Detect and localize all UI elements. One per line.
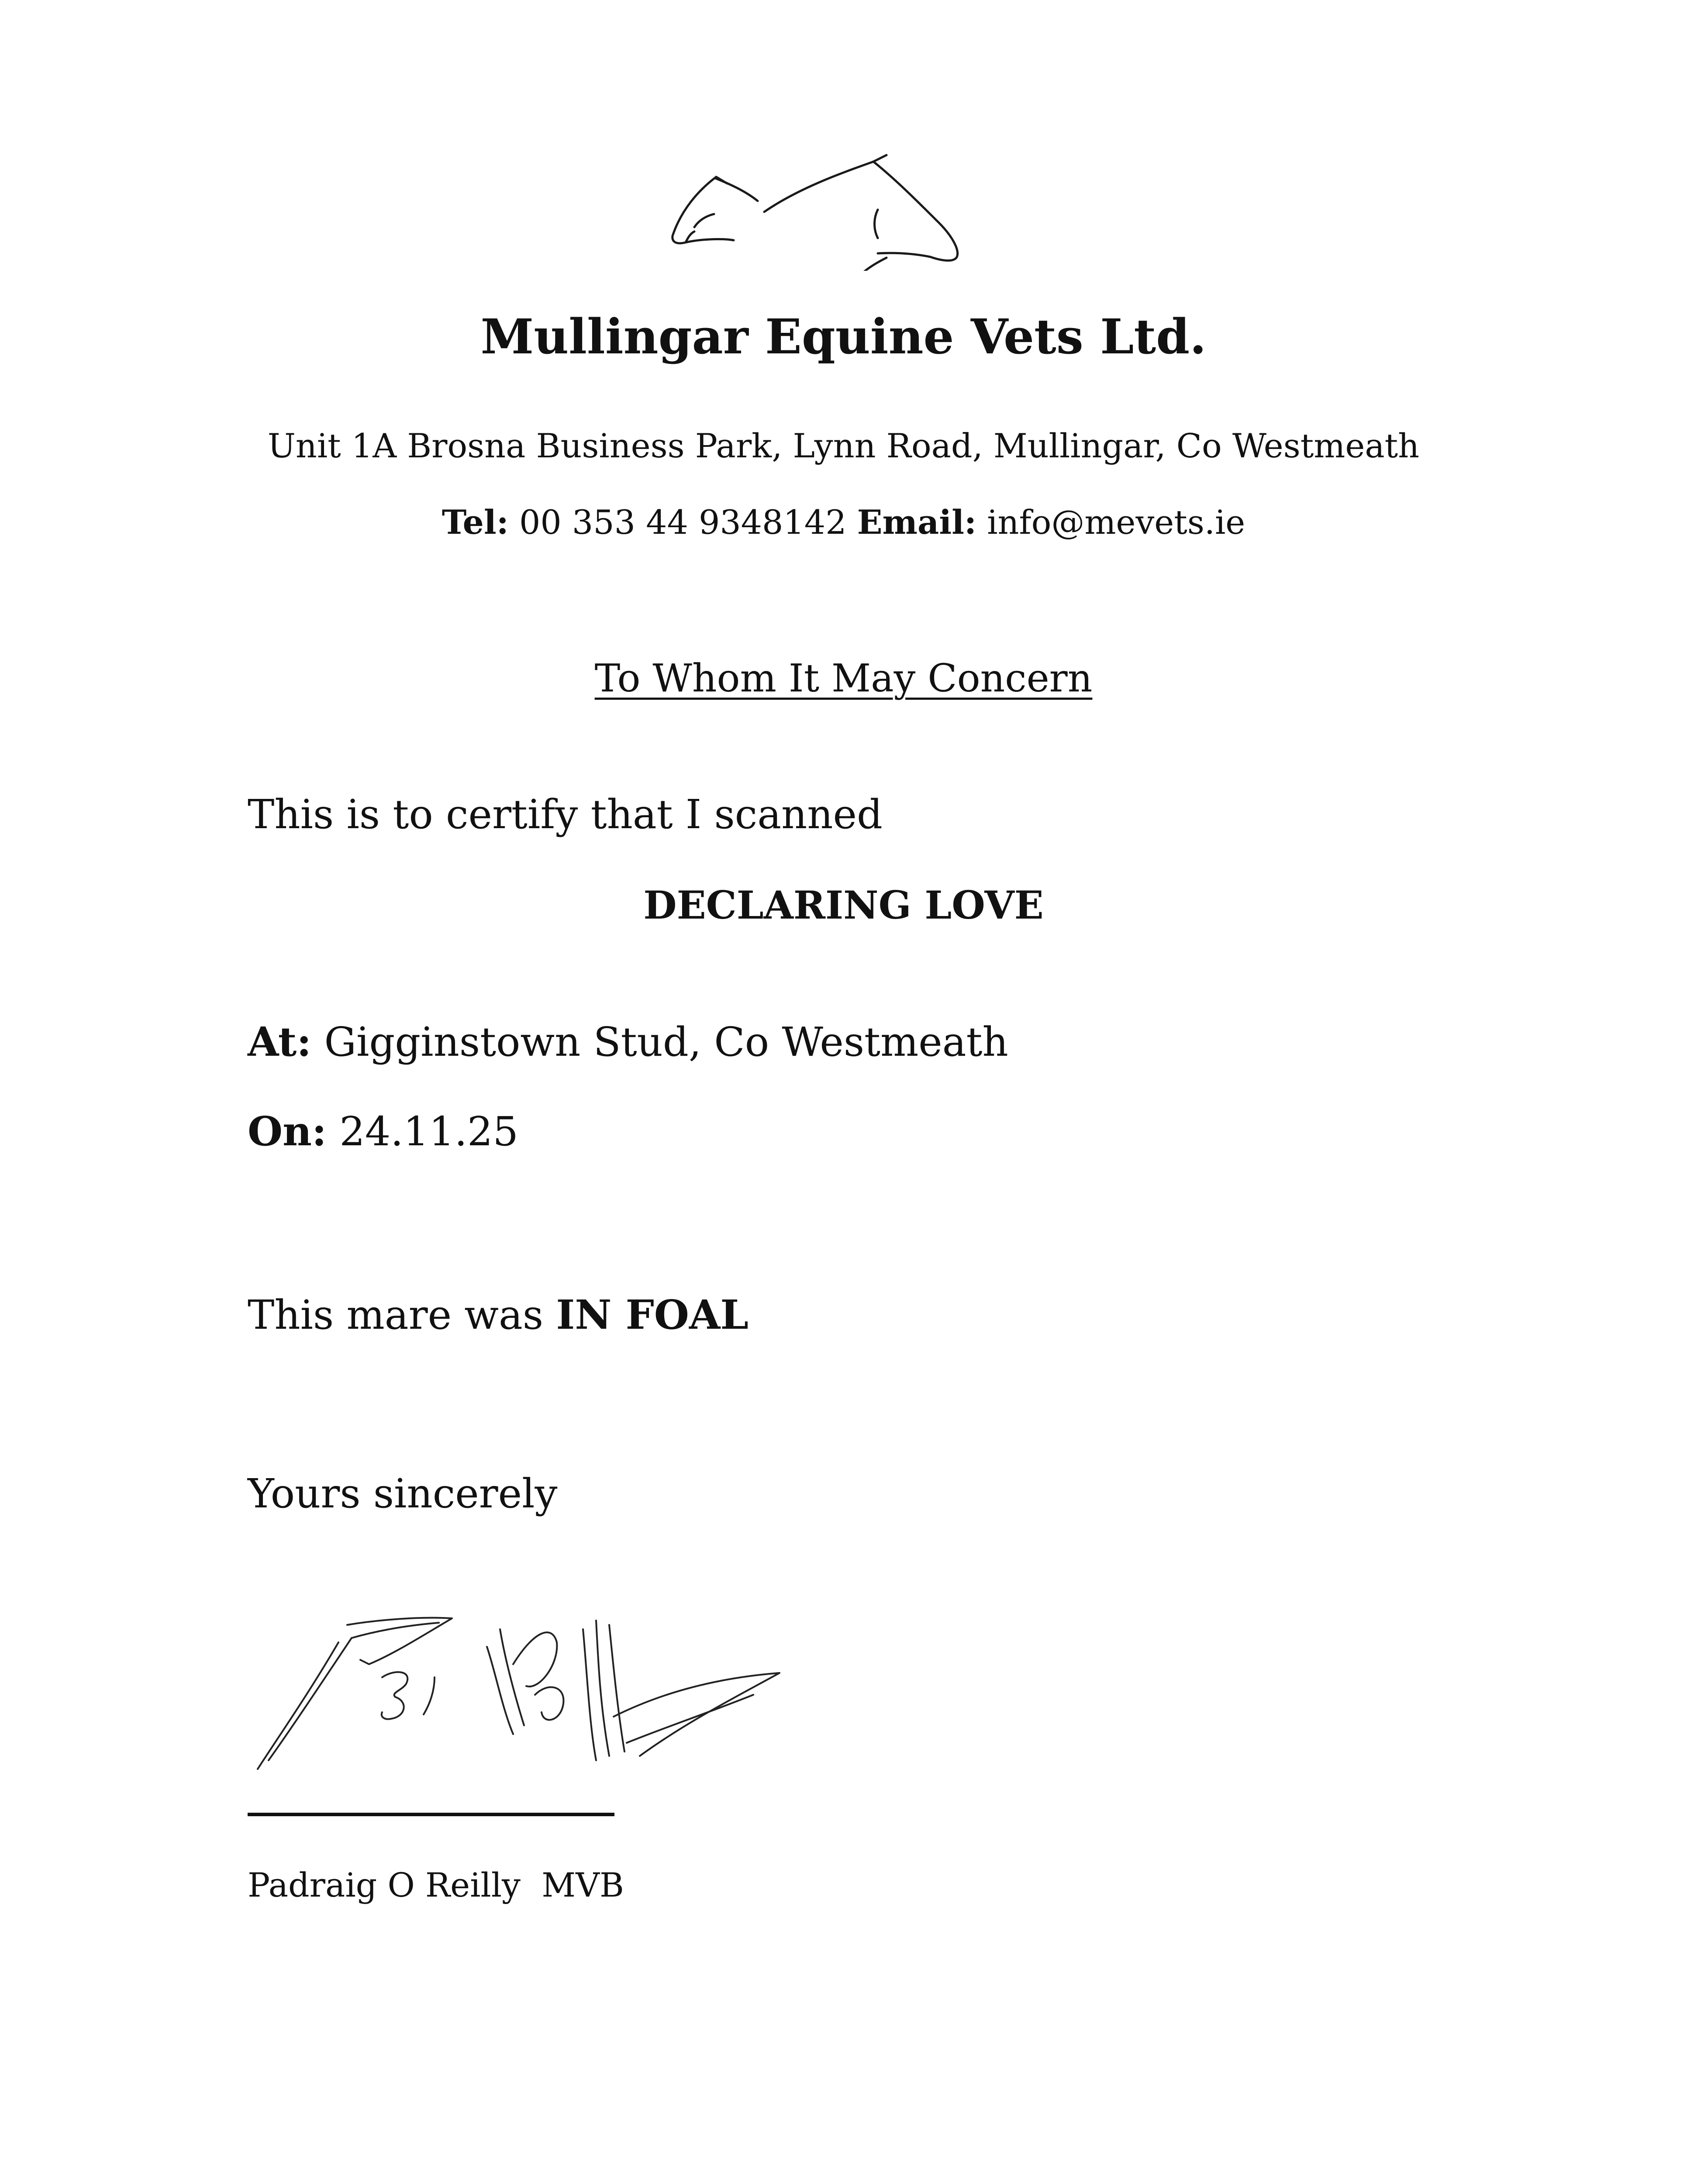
date-line [248, 1107, 518, 1156]
location-line [248, 1018, 1008, 1066]
on-value: 24.11.25 [339, 1108, 518, 1155]
salutation: To Whom It May Concern [594, 656, 1093, 701]
at-value: Gigginstown Stud, Co Westmeath [324, 1019, 1008, 1065]
horse-name: DECLARING LOVE [643, 882, 1044, 928]
signature-line [248, 1813, 614, 1816]
email-label: Email: [857, 503, 977, 542]
company-address: Unit 1A Brosna Business Park, Lynn Road, Mullingar, Co Westmeath [267, 426, 1420, 465]
result-value: IN FOAL [556, 1291, 749, 1338]
signatory-name: Padraig O Reilly MVB [248, 1866, 624, 1904]
at-label: At: [248, 1018, 312, 1065]
email-value: info@mevets.ie [987, 503, 1245, 542]
contact-line [0, 502, 1687, 542]
result-prefix: This mare was [248, 1292, 544, 1338]
horse-heads-logo-icon [668, 149, 974, 271]
company-name: Mullingar Equine Vets Ltd. [480, 308, 1207, 365]
handwritten-signature-icon [251, 1612, 788, 1787]
on-label: On: [248, 1108, 327, 1155]
tel-label: Tel: [442, 503, 509, 542]
intro-text: This is to certify that I scanned [248, 791, 883, 838]
result-line [248, 1291, 749, 1339]
closing-text: Yours sincerely [248, 1470, 558, 1517]
tel-value: 00 353 44 9348142 [519, 503, 847, 542]
